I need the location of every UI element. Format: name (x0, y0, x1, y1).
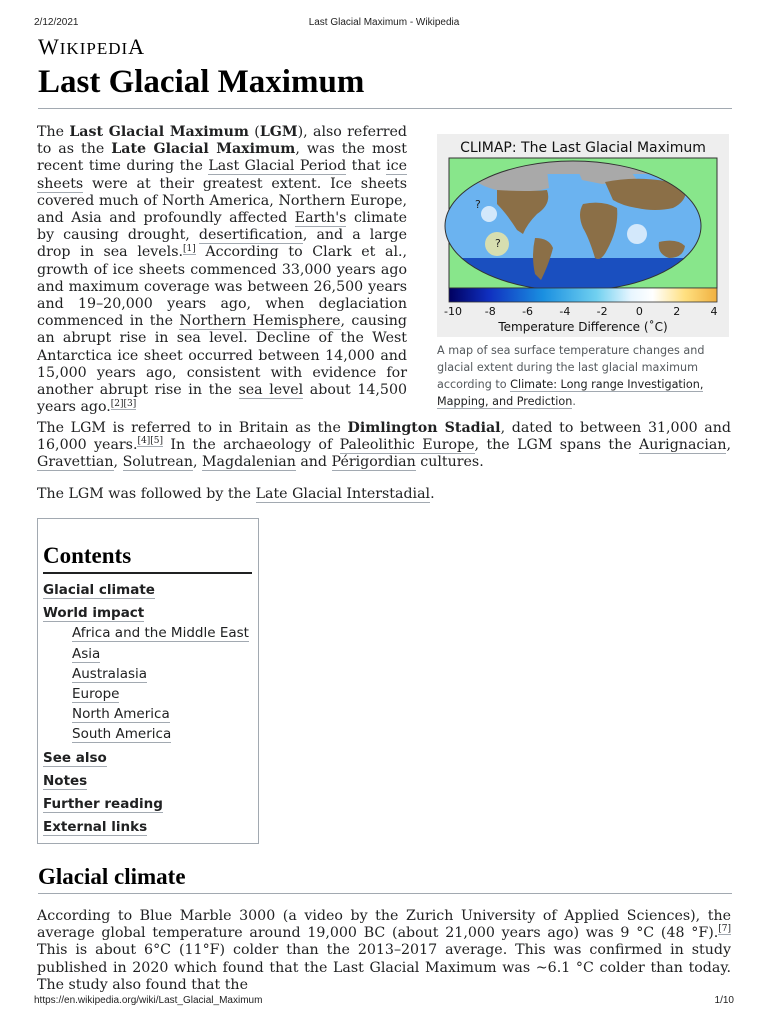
colorbar-tick-label: -2 (596, 305, 608, 318)
link-late-glacial-interstadial[interactable]: Late Glacial Interstadial (255, 486, 431, 502)
link-magdalenian[interactable]: Magdalenian (202, 454, 296, 471)
toc-item-world-impact: World impact (43, 605, 145, 622)
toc-item-north-america: North America (72, 706, 170, 723)
colorbar (449, 288, 717, 302)
lead-paragraph: The Last Glacial Maximum (LGM), also referred to as the Late Glacial Maximum, was the most recent time during the Last Glacial Period that ice sheets were at their greatest extent. Ice sheets covered much of North America, Northern Europe, and Asia and profoundly affected Earth's climate by causing drought, desertification, and a large drop in sea levels.[1] According to Clark et al., growth of ice sheets commenced 33,000 years ago and maximum coverage was between 26,500 years and 19–20,000 years ago, when deglaciation commenced in the Northern Hemisphere, causing an abrupt rise in sea level. Decline of the West Antarctica ice sheet occurred between 14,000 and 15,000 years ago, consistent with evidence for another abrupt rise in the sea level about 14,500 years ago.[2][3] (37, 124, 408, 416)
citation-1[interactable]: [1] (183, 243, 196, 254)
link-sea-level[interactable]: sea level (238, 382, 304, 399)
link-paleolithic-europe[interactable]: Paleolithic Europe (339, 437, 475, 454)
link-climap[interactable]: Climate: Long range Investigation, Mapping, and Prediction (437, 378, 704, 408)
link-perigordian[interactable]: Périgordian (331, 454, 416, 471)
link-northern-hemisphere[interactable]: Northern Hemisphere (179, 313, 341, 330)
link-ice-sheets[interactable]: ice sheets (37, 158, 407, 192)
section-heading-glacial-climate: Glacial climate (38, 864, 186, 889)
toc-item-external-links: External links (43, 819, 148, 836)
ocean-warm-patch-3 (627, 224, 647, 244)
link-last-glacial-period[interactable]: Last Glacial Period (208, 158, 347, 175)
colorbar-tick-label: -10 (444, 305, 462, 318)
map-title: CLIMAP: The Last Glacial Maximum (460, 140, 706, 156)
paragraph-dimlington: The LGM is referred to in Britain as the Dimlington Stadial, dated to between 31,000 and 16,000 years.[4][5] In the archaeology of Paleolithic Europe, the LGM spans the Aurignacian, Gravettian, Solutrean, Magdalenian and Périgordian cultures. (37, 420, 731, 471)
toc-item-australasia: Australasia (72, 665, 148, 682)
figure-caption: A map of sea surface temperature changes and glacial extent during the last glacial maximum according to Climate: Long range Investigation, Mapping, and Prediction. (437, 344, 705, 408)
colorbar-tick-label: 4 (710, 305, 718, 318)
wikipedia-wordmark[interactable]: WIKIPEDIA (38, 34, 146, 59)
citation-5[interactable]: [5] (150, 436, 163, 447)
toc-item-see-also: See also (43, 749, 107, 766)
table-of-contents (37, 518, 259, 844)
toc-item-notes: Notes (43, 772, 88, 789)
section-divider (38, 893, 732, 894)
citation-4[interactable]: [4] (137, 436, 151, 447)
toc-divider (43, 572, 252, 574)
page-title: Last Glacial Maximum (38, 64, 365, 100)
paragraph-interstadial: The LGM was followed by the Late Glacial Interstadial. (37, 486, 435, 502)
colorbar-ticks (444, 305, 717, 318)
climap-figure[interactable] (437, 134, 729, 337)
toc-item-glacial-climate: Glacial climate (43, 582, 155, 598)
link-desertification[interactable]: desertification (198, 227, 303, 244)
print-date: 2/12/2021 (34, 17, 79, 28)
paragraph-glacial-climate: According to Blue Marble 3000 (a video by the Zurich University of Applied Sciences), the average global temperature around 19,000 BC (about 21,000 years ago) was 9 °C (48 °F).[7] This is about 6°C (11°F) colder than the 2013–2017 average. This was confirmed in study published in 2020 which found that the Last Glacial Maximum was ~6.1 °C colder than today. The study also found that the (37, 908, 731, 993)
link-solutrean[interactable]: Solutrean (122, 454, 193, 471)
climap-map-svg (437, 134, 729, 337)
map-unknown-region-1: ? (475, 198, 481, 211)
citation-3[interactable]: [3] (123, 398, 137, 409)
print-footer (34, 995, 734, 1006)
colorbar-tick-label: -8 (484, 305, 496, 318)
toc-list (43, 577, 249, 837)
print-page-title: Last Glacial Maximum - Wikipedia (308, 17, 460, 28)
toc-item-asia: Asia (72, 645, 101, 662)
link-earth[interactable]: Earth's (294, 210, 347, 227)
link-gravettian[interactable]: Gravettian (37, 454, 114, 471)
toc-title: Contents (43, 543, 132, 568)
title-divider (38, 108, 732, 109)
print-url: https://en.wikipedia.org/wiki/Last_Glacial_Maximum (34, 995, 263, 1006)
infobox (437, 134, 729, 410)
print-header (34, 17, 734, 28)
toc-item-africa-middle-east: Africa and the Middle East (72, 625, 249, 642)
toc-item-further-reading: Further reading (43, 796, 163, 813)
colorbar-tick-label: -4 (559, 305, 571, 318)
colorbar-tick-label: -6 (522, 305, 534, 318)
ocean-warm-patch-2 (481, 206, 497, 222)
print-page-number: 1/10 (714, 995, 734, 1006)
toc-item-europe: Europe (72, 686, 120, 703)
colorbar-label: Temperature Difference (˚C) (498, 320, 668, 334)
link-aurignacian[interactable]: Aurignacian (639, 437, 727, 454)
colorbar-tick-label: 0 (635, 305, 643, 318)
toc-item-south-america: South America (72, 726, 172, 743)
citation-7[interactable]: [7] (718, 924, 731, 935)
colorbar-tick-label: 2 (673, 305, 681, 318)
map-unknown-region-2: ? (495, 237, 501, 250)
citation-2[interactable]: [2] (110, 398, 124, 409)
